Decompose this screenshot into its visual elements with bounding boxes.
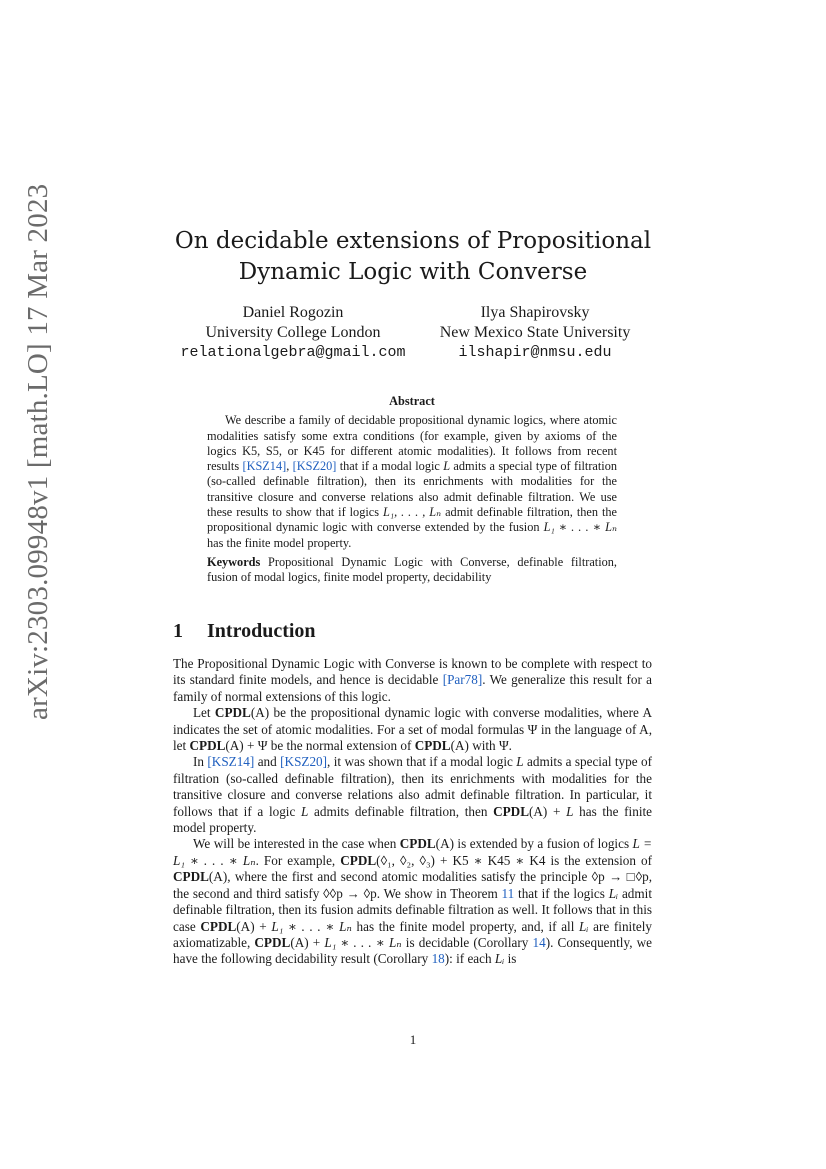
section-number: 1	[173, 620, 183, 642]
paragraph	[173, 836, 652, 967]
text-run: We will be interested in the case when	[193, 836, 400, 852]
text-run: (A) be the propositional dynamic logic with converse modalities, where A indicates the set of atomic modalities. For a set of modal formulas Ψ in the language of A, let	[173, 705, 653, 754]
keywords-text: Propositional Dynamic Logic with Converse, definable filtration, fusion of modal logics, finite model property, decidability	[207, 554, 617, 585]
author-name: Daniel Rogozin	[242, 304, 344, 321]
text-run: , it was shown that if a modal logic	[327, 754, 517, 770]
text-run: . We generalize this result for a family of normal extensions of this logic.	[173, 672, 652, 704]
text-run: (◊₁, ◊₂, ◊₃) + K5 ∗ K45 ∗ K4 is the extension of	[376, 852, 652, 868]
math-inline: Lᵢ	[579, 918, 589, 934]
text-run: ): if each	[444, 951, 495, 967]
corollary-link[interactable]: 18	[431, 951, 445, 967]
abstract-heading: Abstract	[389, 394, 435, 408]
text-run: In	[193, 754, 208, 770]
paragraph	[173, 656, 652, 705]
citation-link[interactable]: [KSZ20]	[280, 754, 328, 770]
text-run: ). Consequently, we have the following decidability result (Corollary	[173, 934, 653, 967]
math-inline: Lᵢ	[608, 885, 619, 901]
citation-link[interactable]: [KSZ14]	[207, 754, 255, 770]
section-title: Introduction	[207, 620, 316, 642]
title-line-1: On decidable extensions of Propositional	[174, 228, 652, 254]
logic-name: CPDL	[414, 738, 451, 754]
math-inline: L	[301, 803, 309, 819]
text-run: ,	[286, 459, 293, 474]
math-inline: L	[566, 803, 574, 819]
text-run: (A), where the first and second atomic modalities satisfy the principle ◊p → □◊p, the second and third satisfy ◊◊p → ◊p. We show in Theorem	[173, 869, 652, 901]
citation-link[interactable]: [KSZ20]	[292, 459, 337, 474]
text-run: are finitely axiomatizable,	[173, 918, 652, 950]
text-run: We describe a family of decidable propositional dynamic logics, where atomic modalities satisfy some extra conditions (for example, given by axioms of the logics K5, S5, or K45 for different atomic modalities). It follows from recent results	[207, 413, 617, 474]
body-text	[173, 656, 652, 968]
math-inline: L	[443, 459, 451, 474]
text-run: is	[504, 951, 517, 967]
text-run: has the finite model property.	[207, 535, 352, 550]
author-email[interactable]: relationalgebra@gmail.com	[180, 344, 406, 361]
author-affiliation: New Mexico State University	[439, 324, 631, 341]
text-run: admit definable filtration, then its fusion admits definable filtration as well. It follows that in this case	[173, 885, 652, 934]
text-run: is decidable (Corollary	[401, 934, 533, 950]
author-name: Ilya Shapirovsky	[480, 304, 590, 321]
logic-name: CPDL	[399, 836, 436, 852]
text-run: has the finite model property.	[173, 803, 652, 836]
text-run: and	[254, 754, 281, 770]
text-run: . For example,	[255, 852, 341, 868]
logic-name: CPDL	[214, 705, 251, 721]
text-run: (A) with Ψ.	[450, 738, 512, 754]
author-affiliation: University College London	[205, 324, 381, 341]
citation-link[interactable]: [KSZ14]	[242, 459, 287, 474]
text-run: (A) +	[236, 918, 272, 934]
text-run: The Propositional Dynamic Logic with Converse is known to be complete with respect to its standard finite models, and hence is decidable	[173, 656, 652, 688]
text-run: admit definable filtration, then the propositional dynamic logic with converse extended by the fusion	[207, 505, 617, 535]
logic-name: CPDL	[200, 918, 237, 934]
math-inline: L = L₁ ∗ . . . ∗ Lₙ	[173, 836, 653, 868]
text-run: admits a special type of filtration (so-called definable filtration), then its enrichments with modalities for the transitive closure and converse relations also admit definable filtration. In particular, it follows that if a logic	[173, 754, 652, 819]
logic-name: CPDL	[340, 852, 377, 868]
text-run: Let	[193, 705, 215, 721]
title-line-2: Dynamic Logic with Converse	[238, 259, 588, 285]
logic-name: CPDL	[173, 869, 209, 885]
math-inline: L₁, . . . , Lₙ	[382, 505, 442, 520]
math-inline: L₁ ∗ . . . ∗ Lₙ	[543, 520, 617, 535]
page-number: 1	[409, 1032, 417, 1047]
text-run: that if a modal logic	[336, 459, 444, 474]
paper-title	[160, 226, 666, 288]
citation-link[interactable]: [Par78]	[442, 672, 483, 688]
section-heading	[173, 620, 316, 643]
keywords	[207, 555, 617, 586]
text-run: (A) is extended by a fusion of logics	[435, 836, 633, 852]
text-run: (A) + Ψ be the normal extension of	[225, 738, 415, 754]
logic-name: CPDL	[254, 934, 291, 950]
keywords-label: Keywords	[207, 554, 261, 569]
text-run: (A) +	[290, 934, 325, 950]
author-block	[420, 303, 650, 363]
theorem-link[interactable]: 11	[501, 885, 515, 901]
corollary-link[interactable]: 14	[532, 934, 546, 950]
math-inline: L₁ ∗ . . . ∗ Lₙ	[271, 918, 352, 934]
author-block	[178, 303, 408, 363]
math-inline: Lᵢ	[494, 951, 505, 967]
math-inline: L	[516, 754, 524, 770]
arxiv-stamp: arXiv:2303.09948v1 [math.LO] 17 Mar 2023	[22, 183, 54, 720]
text-run: admits definable filtration, then	[308, 803, 494, 819]
text-run: has the finite model property, and, if all	[351, 918, 580, 934]
logic-name: CPDL	[189, 738, 226, 754]
abstract	[207, 394, 617, 586]
paragraph	[173, 705, 652, 754]
text-run: (A) +	[529, 803, 567, 819]
paragraph	[173, 754, 652, 836]
author-email[interactable]: ilshapir@nmsu.edu	[458, 344, 612, 361]
logic-name: CPDL	[493, 803, 529, 819]
math-inline: L₁ ∗ . . . ∗ Lₙ	[324, 934, 402, 950]
abstract-text	[207, 413, 617, 551]
text-run: that if the logics	[514, 885, 609, 901]
text-run: admits a special type of filtration (so-called definable filtration), then its enrichments with modalities for the transitive closure and converse relations also admit definable filtration. We use these results to show that if logics	[207, 459, 617, 520]
